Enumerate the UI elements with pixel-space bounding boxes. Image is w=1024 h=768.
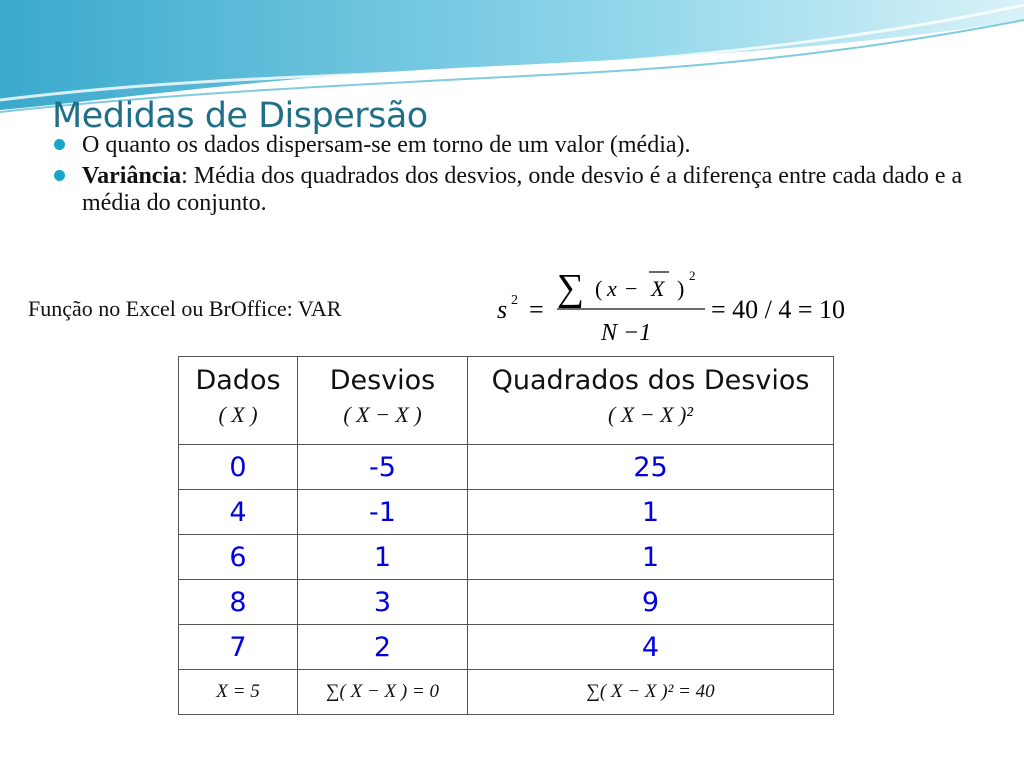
table-cell: 1 xyxy=(298,535,468,580)
table-row xyxy=(179,490,834,535)
table-cell: 3 xyxy=(298,580,468,625)
table-cell: 1 xyxy=(468,535,834,580)
formula-num-x: x xyxy=(607,276,617,301)
formula-num-open: ( xyxy=(595,276,603,301)
header-cell xyxy=(468,357,834,445)
sum-squared-deviations: ∑( X − X )² = 40 xyxy=(586,681,715,702)
formula-lhs-exponent: 2 xyxy=(511,293,518,308)
table-totals-row xyxy=(179,670,834,715)
formula-num-minus: − xyxy=(625,276,638,301)
table-cell: 6 xyxy=(179,535,298,580)
table-cell: -5 xyxy=(298,445,468,490)
table-cell: 2 xyxy=(298,625,468,670)
formula-num-close: ) xyxy=(677,276,685,301)
header-cell xyxy=(179,357,298,445)
bullet-item xyxy=(52,163,972,217)
sum-sq-cell xyxy=(468,670,834,715)
bullet-dot-icon xyxy=(54,139,65,150)
table-row xyxy=(179,580,834,625)
bullet-bold-term: Variância xyxy=(82,163,182,189)
formula-num-xbar: X xyxy=(651,276,665,301)
bullet-item xyxy=(52,132,972,159)
header-label: Dados xyxy=(195,365,281,396)
header-math: ( X − X )² xyxy=(608,402,693,427)
table-cell: 0 xyxy=(179,445,298,490)
table-header-row xyxy=(179,357,834,445)
table-cell: 4 xyxy=(468,625,834,670)
table-cell: -1 xyxy=(298,490,468,535)
table-row xyxy=(179,625,834,670)
header-label: Quadrados dos Desvios xyxy=(491,365,810,396)
variance-formula xyxy=(495,262,885,352)
header-cell xyxy=(298,357,468,445)
formula-equals: = xyxy=(529,295,544,324)
slide-title: Medidas de Dispersão xyxy=(52,96,428,136)
excel-function-note: Função no Excel ou BrOffice: VAR xyxy=(28,296,342,321)
table-cell: 1 xyxy=(468,490,834,535)
variance-table xyxy=(178,356,834,715)
header-math: ( X ) xyxy=(218,402,258,427)
mean-value: X = 5 xyxy=(216,681,260,702)
table-cell: 4 xyxy=(179,490,298,535)
bullet-dot-icon xyxy=(54,170,65,181)
header-label: Desvios xyxy=(329,365,436,396)
table-row xyxy=(179,535,834,580)
bullet-text: : Média dos quadrados dos desvios, onde desvio é a diferença entre cada dado e a média do conjunto. xyxy=(82,163,963,216)
formula-rhs: = 40 / 4 = 10 xyxy=(711,295,846,324)
sum-dev-cell xyxy=(298,670,468,715)
table-cell: 8 xyxy=(179,580,298,625)
table-cell: 9 xyxy=(468,580,834,625)
formula-lhs: s xyxy=(497,295,508,324)
table-row xyxy=(179,445,834,490)
table-cell: 7 xyxy=(179,625,298,670)
mean-cell xyxy=(179,670,298,715)
sum-deviations: ∑( X − X ) = 0 xyxy=(325,681,440,702)
table-cell: 25 xyxy=(468,445,834,490)
formula-denominator: N −1 xyxy=(601,320,652,346)
bullet-text: O quanto os dados dispersam-se em torno de um valor (média). xyxy=(82,132,691,158)
bullet-list xyxy=(52,132,972,221)
header-math: ( X − X ) xyxy=(343,402,422,427)
formula-num-exponent: 2 xyxy=(689,268,696,283)
formula-sigma: ∑ xyxy=(557,267,585,309)
